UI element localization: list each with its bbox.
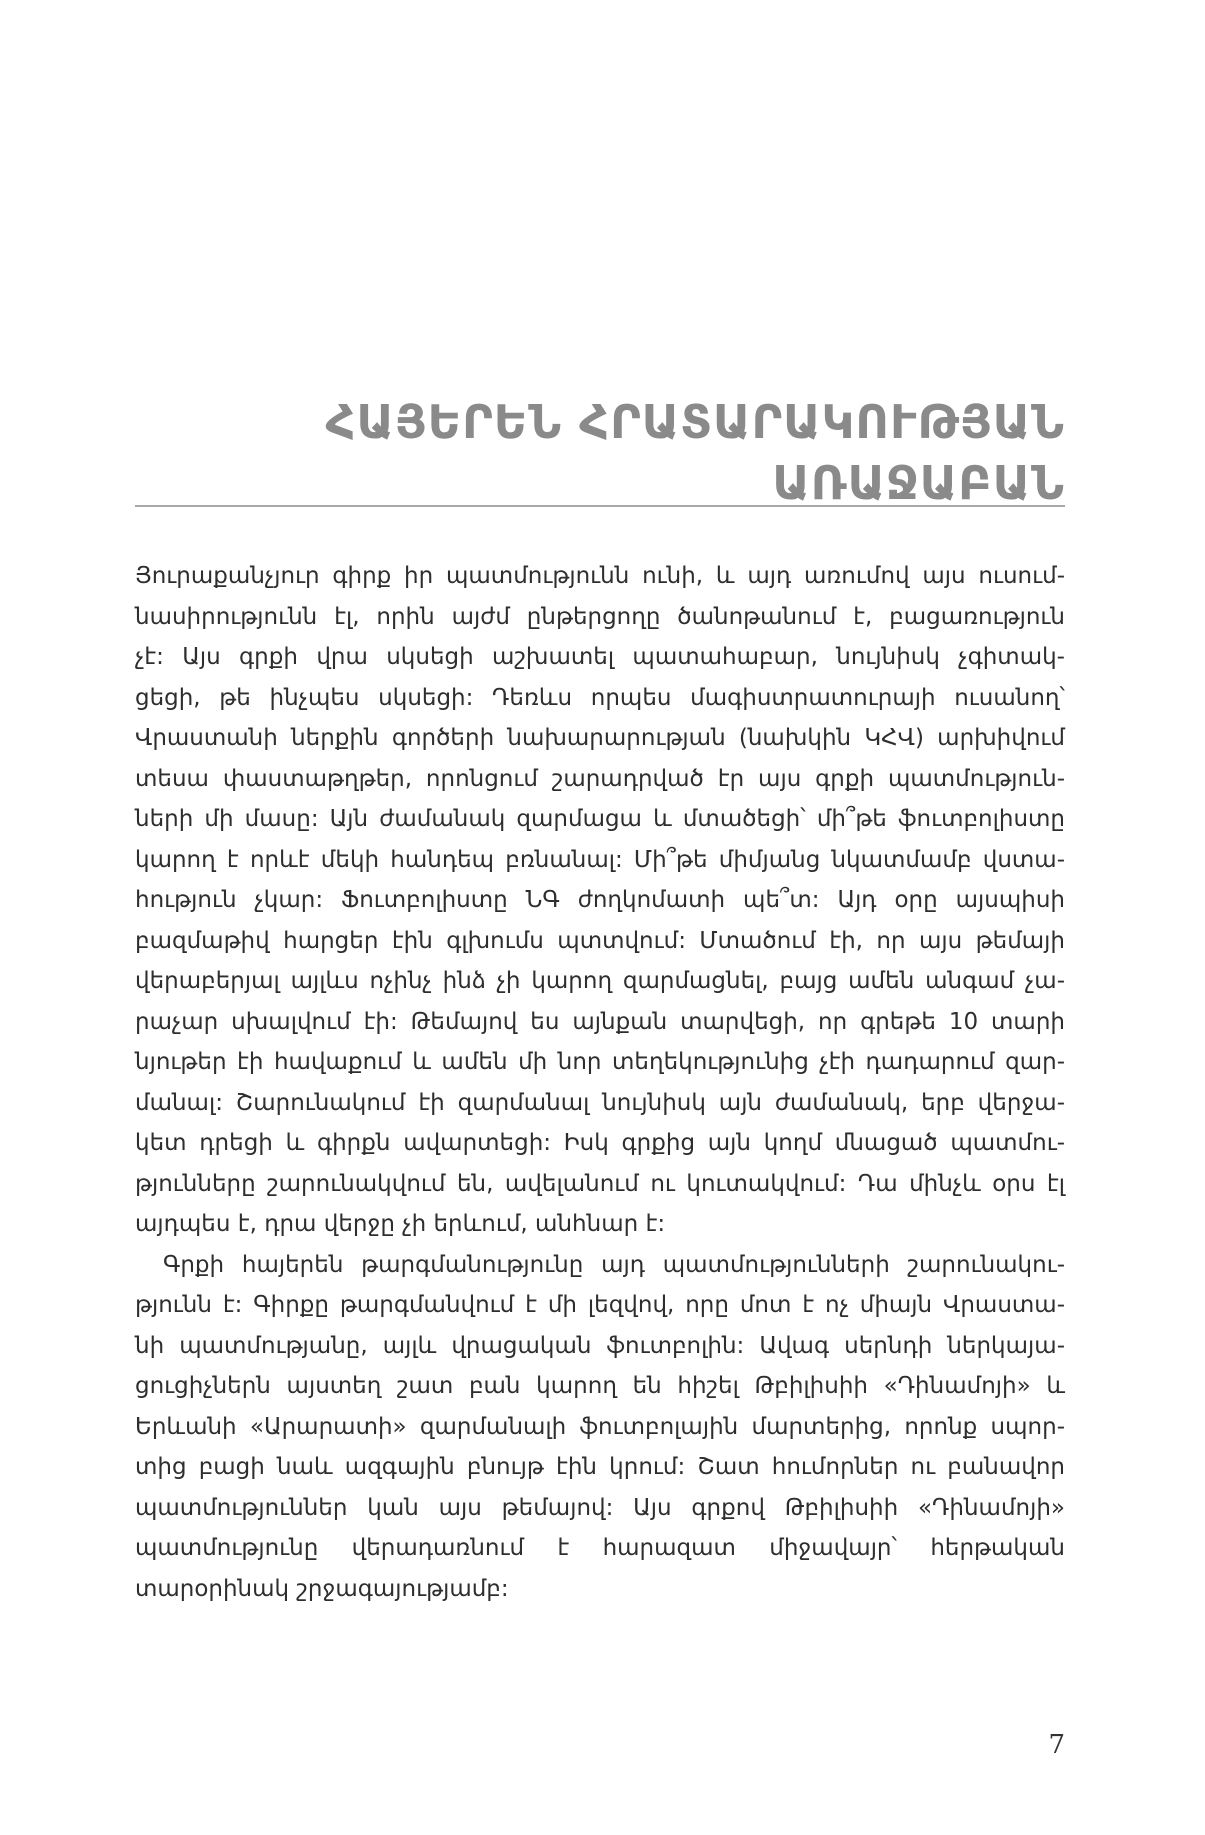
paragraph-1-line: թյունները շարունակվում են, ավելանում ու կուտակվում: Դա մինչև օրս էլ — [135, 1170, 1065, 1197]
paragraph-2-line: պատմությունը վերադառնում է հարազատ միջավայր՝ հերթական — [135, 1535, 1065, 1561]
paragraph-2-line: Երևանի «Արարատի» զարմանալի ֆուտբոլային մարտերից, որոնք սպոր- — [135, 1413, 1065, 1440]
paragraph-2-line: թյունն է: Գիրքը թարգմանվում է մի լեզվով, որը մոտ է ոչ միայն Վրաստա- — [135, 1292, 1065, 1318]
body-text — [135, 556, 1065, 1609]
paragraph-2-line: Գրքի հայերեն թարգմանությունը այդ պատմությունների շարունակու- — [163, 1251, 1065, 1278]
paragraph-1-line: կարող է որևէ մեկի հանդեպ բռնանալ: Մի՞թե միմյանց նկատմամբ վստա- — [135, 846, 1065, 873]
paragraph-1-line: րաչար սխալվում էի: Թեմայով ես այնքան տարվեցի, որ գրեթե 10 տարի — [135, 1008, 1065, 1035]
paragraph-2-line: նի պատմությանը, այլև վրացական ֆուտբոլին: Ավագ սերնդի ներկայա- — [135, 1332, 1065, 1359]
paragraph-1-line: այդպես է, դրա վերջը չի երևում, անհնար է: — [135, 1211, 666, 1237]
paragraph-1-line: Վրաստանի ներքին գործերի նախարարության (նախկին ԿՀՎ) արխիվում — [135, 725, 1065, 751]
paragraph-1-line: ցեցի, թե ինչպես սկսեցի: Դեռևս որպես մագիստրատուրայի ուսանող՝ — [135, 684, 1065, 711]
paragraph-1-line: չէ: Այս գրքի վրա սկսեցի աշխատել պատահաբար, նույնիսկ չգիտակ- — [135, 644, 1065, 670]
paragraph-1-line: բազմաթիվ հարցեր էին գլխումս պտտվում: Մտածում էի, որ այս թեմայի — [135, 927, 1065, 954]
paragraph-1-line: տեսա փաստաթղթեր, որոնցում շարադրված էր այս գրքի պատմություն- — [135, 765, 1065, 792]
page-number: 7 — [1048, 1730, 1065, 1760]
chapter-title-line-1: ՀԱՅԵՐԵՆ ՀՐԱՏԱՐԱԿՈՒԹՅԱՆ — [325, 395, 1065, 449]
paragraph-2-line: տից բացի նաև ազգային բնույթ էին կրում: Շատ հումորներ ու բանավոր — [135, 1454, 1065, 1480]
paragraph-1-line: հություն չկար: Ֆուտբոլիստը ՆԳ ժողկոմատի պե՞տ: Այդ օրը այսպիսի — [135, 887, 1065, 913]
paragraph-1-line: Յուրաքանչյուր գիրք իր պատմությունն ունի, և այդ առումով այս ուսում- — [135, 563, 1065, 589]
paragraph-1-line: կետ դրեցի և գիրքն ավարտեցի: Իսկ գրքից այն կողմ մնացած պատմու- — [135, 1130, 1065, 1156]
title-divider — [135, 505, 1065, 507]
paragraph-2-line: պատմություններ կան այս թեմայով: Այս գրքով Թբիլիսիի «Դինամոյի» — [135, 1494, 1065, 1521]
chapter-title — [135, 392, 1065, 514]
paragraph-1-line: վերաբերյալ այլևս ոչինչ ինձ չի կարող զարմացնել, բայց ամեն անգամ չա- — [135, 968, 1065, 994]
paragraph-2-line: ցուցիչներն այստեղ շատ բան կարող են հիշել Թբիլիսիի «Դինամոյի» և — [135, 1373, 1065, 1399]
paragraph-1-line: մանալ: Շարունակում էի զարմանալ նույնիսկ այն ժամանակ, երբ վերջա- — [135, 1089, 1065, 1116]
paragraph-1-line: ների մի մասը: Այն ժամանակ զարմացա և մտածեցի՝ մի՞թե ֆուտբոլիստը — [135, 806, 1065, 832]
chapter-title-line-2: ԱՌԱՋԱԲԱՆ — [772, 456, 1065, 510]
paragraph-2-line: տարօրինակ շրջագայությամբ: — [135, 1575, 509, 1602]
paragraph-1-line: նյութեր էի հավաքում և ամեն մի նոր տեղեկությունից չէի դադարում զար- — [135, 1049, 1065, 1075]
paragraph-1-line: նասիրությունն էլ, որին այժմ ընթերցողը ծանոթանում է, բացառություն — [135, 603, 1065, 630]
